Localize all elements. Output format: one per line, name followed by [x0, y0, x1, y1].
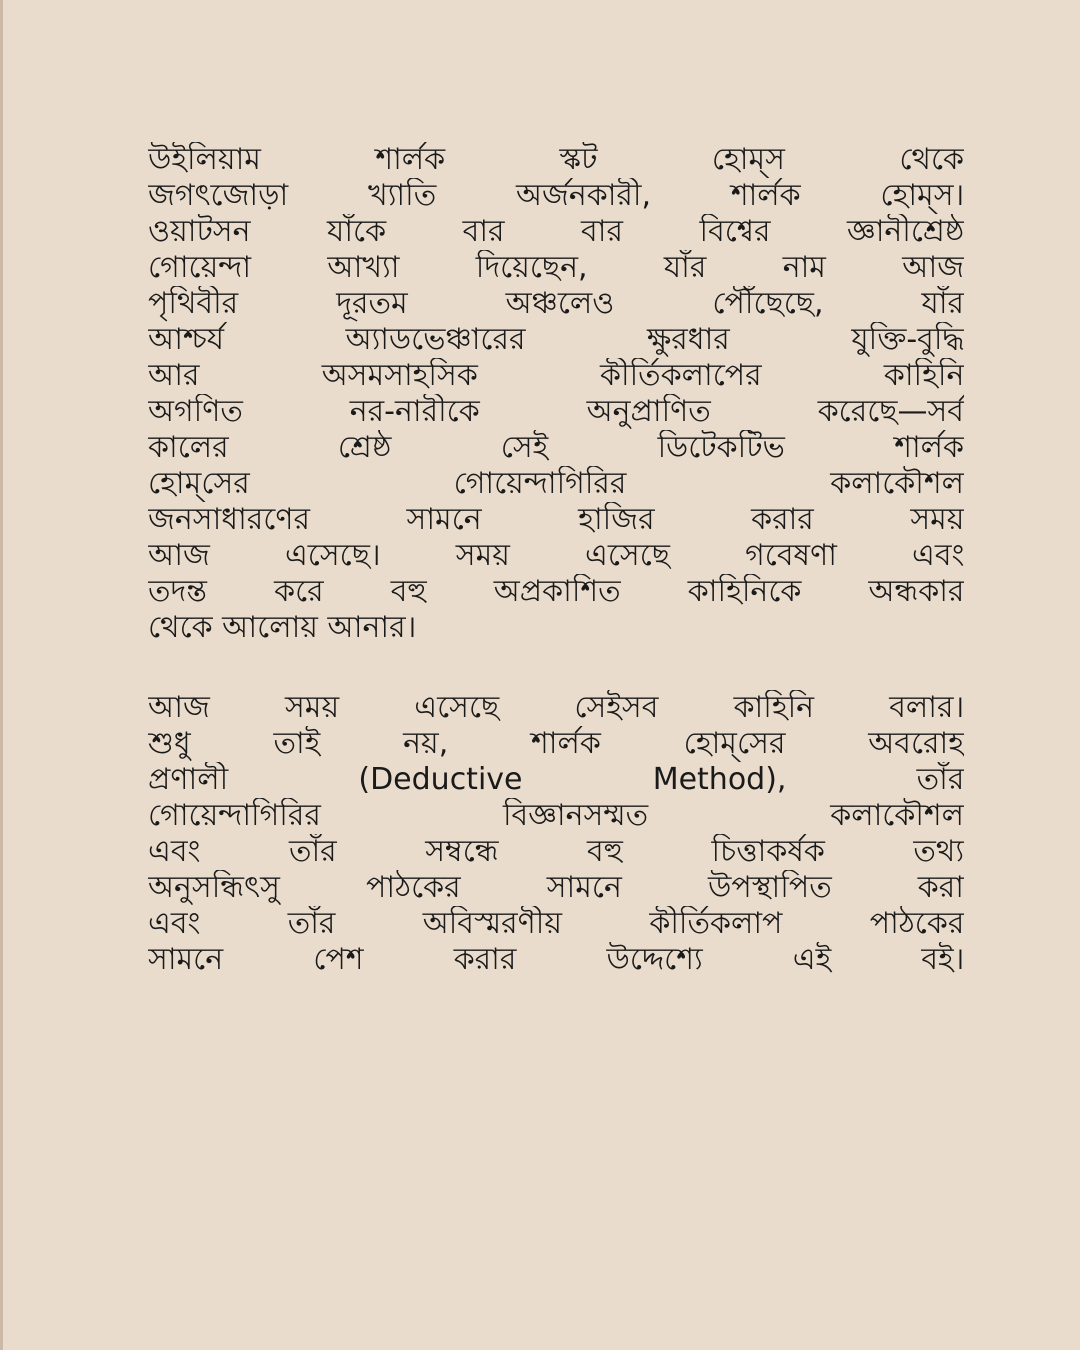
paragraph-2-line-7: এবং তাঁর অবিস্মরণীয় কীর্তিকলাপ পাঠকের: [148, 906, 964, 941]
paragraph-1-line-6: আশ্চর্য অ্যাডভেঞ্চারের ক্ষুরধার যুক্তি-বুদ্ধি: [148, 322, 964, 357]
paragraph-2-line-2: শুধু তাই নয়, শার্লক হোম্‌সের অবরোহ: [148, 726, 964, 761]
paragraph-1-line-7: আর অসমসাহসিক কীর্তিকলাপের কাহিনি: [148, 358, 964, 393]
paragraph-1-line-12: আজ এসেছে। সময় এসেছে গবেষণা এবং: [148, 538, 964, 573]
paragraph-2-line-5: এবং তাঁর সম্বন্ধে বহু চিত্তাকর্ষক তথ্য: [148, 834, 964, 869]
paragraph-1: [148, 142, 964, 646]
paragraph-1-line-11: জনসাধারণের সামনে হাজির করার সময়: [148, 502, 964, 537]
paragraph-1-line-1: উইলিয়াম শার্লক স্কট হোম্‌স থেকে: [148, 142, 964, 177]
paragraph-1-line-4: গোয়েন্দা আখ্যা দিয়েছেন, যাঁর নাম আজ: [148, 250, 964, 285]
paragraph-1-line-8: অগণিত নর-নারীকে অনুপ্রাণিত করেছে—সর্ব: [148, 394, 964, 429]
paragraph-1-line-13: তদন্ত করে বহু অপ্রকাশিত কাহিনিকে অন্ধকার: [148, 574, 964, 609]
paragraph-2: [148, 690, 964, 978]
paragraph-1-line-9: কালের শ্রেষ্ঠ সেই ডিটেকটিভ শার্লক: [148, 430, 964, 465]
paragraph-2-line-3: প্রণালী (Deductive Method), তাঁর: [148, 762, 964, 797]
paragraph-2-line-6: অনুসন্ধিৎসু পাঠকের সামনে উপস্থাপিত করা: [148, 870, 964, 905]
paragraph-1-line-14: থেকে আলোয় আনার।: [148, 610, 417, 645]
paragraph-2-line-1: আজ সময় এসেছে সেইসব কাহিনি বলার।: [148, 690, 964, 725]
paragraph-1-line-10: হোম্‌সের গোয়েন্দাগিরির কলাকৌশল: [148, 466, 964, 501]
page-edge: [0, 0, 3, 1350]
paragraph-1-line-3: ওয়াটসন যাঁকে বার বার বিশ্বের জ্ঞানীশ্রেষ্ঠ: [148, 214, 964, 249]
paragraph-1-line-2: জগৎজোড়া খ্যাতি অর্জনকারী, শার্লক হোম্‌স।: [148, 178, 964, 213]
paragraph-1-line-5: পৃথিবীর দূরতম অঞ্চলেও পৌঁছেছে, যাঁর: [148, 286, 964, 321]
paragraph-2-line-8: সামনে পেশ করার উদ্দেশ্যে এই বই।: [148, 942, 964, 977]
paragraph-2-line-4: গোয়েন্দাগিরির বিজ্ঞানসম্মত কলাকৌশল: [148, 798, 964, 833]
